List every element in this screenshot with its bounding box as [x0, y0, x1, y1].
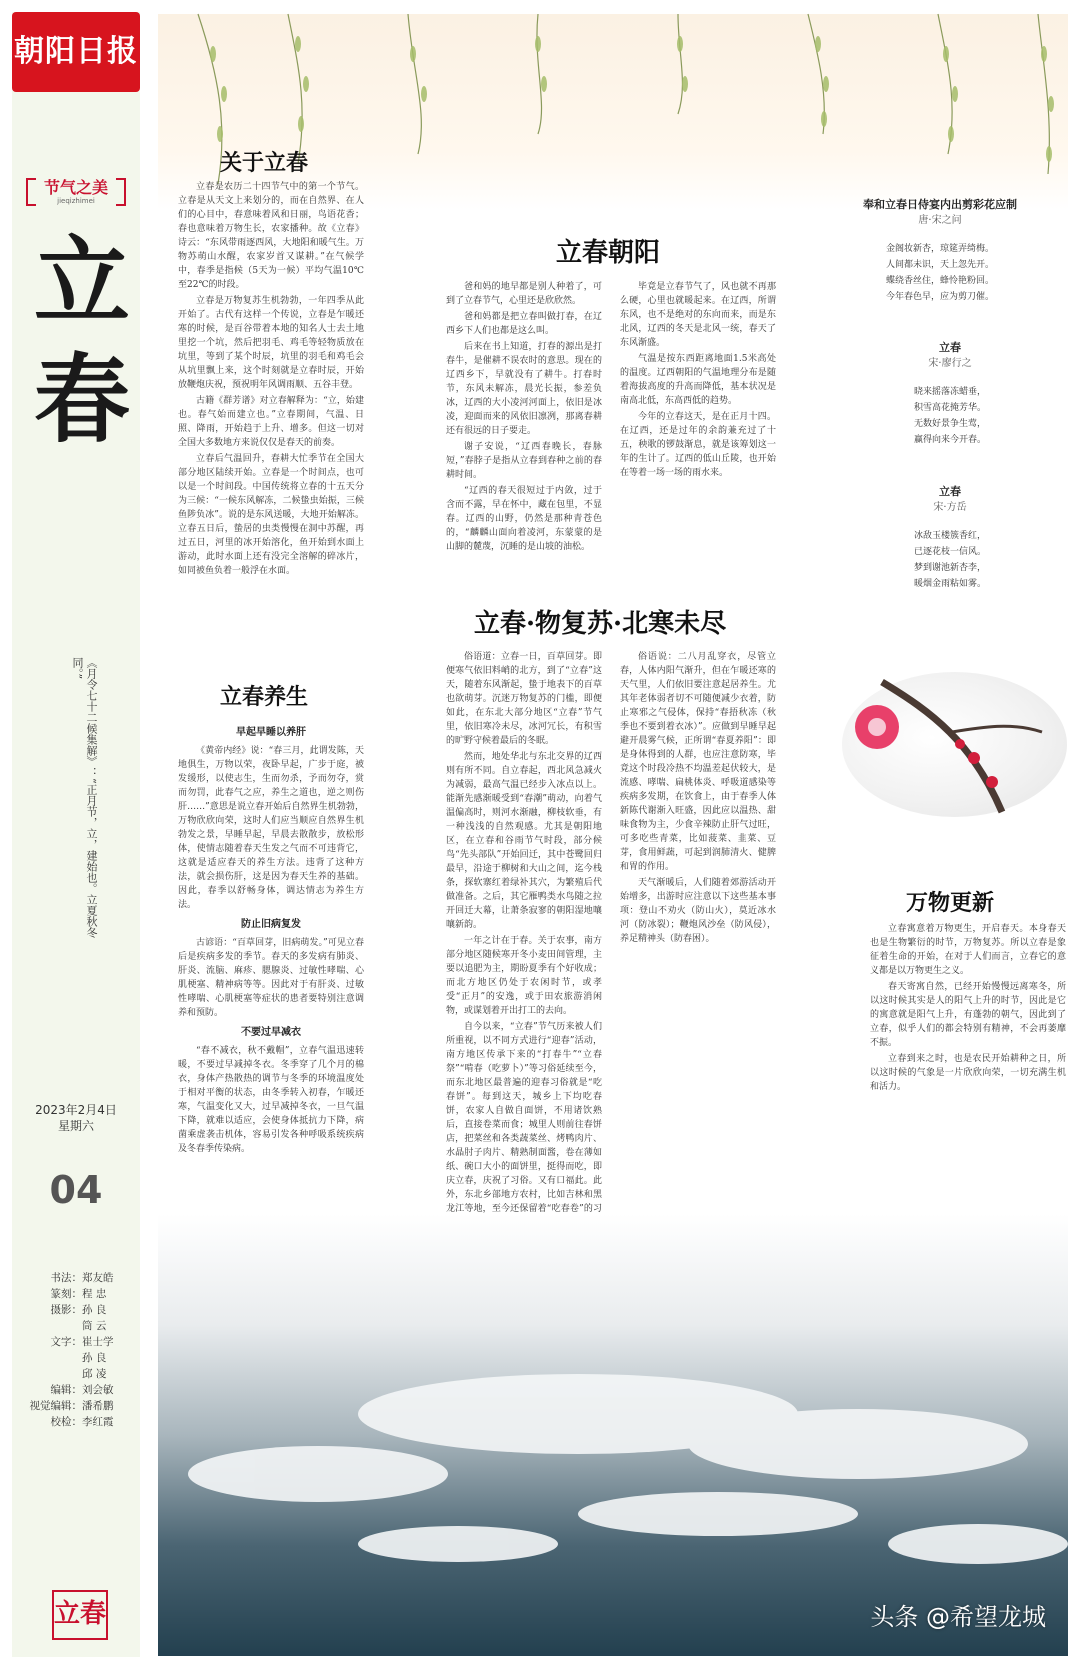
credit-person: 李红霞	[82, 1416, 114, 1428]
poem-line: 晓来摇落冻蜡垂，	[913, 387, 986, 397]
credit-person: 孙 良	[82, 1352, 107, 1364]
poem-line: 积雪高花掩芳华。	[913, 403, 986, 413]
sunrise-column-1	[446, 280, 602, 550]
paragraph: “春不减衣，秋不戴帽”，立春气温迅速转暖，不要过早减掉冬衣。冬季穿了几个月的棉衣，身体产热散热的调节与冬季的环境温度处于相对平衡的状态，由冬季转入初春，乍暖还寒，气温变化又大，过早减掉冬衣，一旦气温下降，就难以适应，会使身体抵抗力下降，病菌乘虚袭击机体，容易引发各种呼吸系统疾病及冬春季传染病。	[178, 1046, 364, 1154]
red-seal-stamp: 立春	[52, 1590, 108, 1640]
paragraph: 立春后气温回升，春耕大忙季节在全国大部分地区陆续开始。立春是一个时间点，也可以是一个时间段。中国传统将立春的十五天分为三候：“一候东风解冻，二候蛰虫始振，三候鱼陟负冰”。说的是东风送暖，大地开始解冻。立春五日后，蛰居的虫类慢慢在洞中苏醒，再过五日，河里的冰开始溶化，鱼开始到水面上游动，此时水面上还有没完全溶解的碎冰片，如同被鱼负着一般浮在水面。	[178, 454, 364, 576]
credit-role	[20, 1350, 82, 1366]
credit-role: 文字：	[50, 1336, 82, 1348]
poem-line: 金阁妆新杏，琼筵弄绮梅。	[885, 244, 994, 254]
paragraph: 后来在书上知道，打春的源出是打春牛，是催耕不误农时的意思。现在的辽西乡下，早就没有了耕牛。打春时节，东风未解冻，晨光长振，参差负冰，辽西的大小凌河河面上，依旧是冰凌，迎面而来的风依旧凛冽，那离春耕还有很远的日子要走。	[446, 342, 602, 436]
poem-line: 蝶绕香丝住，蜂怜艳粉回。	[885, 276, 994, 286]
credit-person: 刘会敏	[82, 1384, 114, 1396]
poem-author: 唐·宋之问	[918, 215, 962, 226]
credit-row	[20, 1334, 130, 1350]
revival-column-2	[620, 650, 776, 1120]
credit-row	[20, 1318, 130, 1334]
poem-title: 奉和立春日侍宴内出剪彩花应制	[863, 198, 1017, 211]
credit-row	[20, 1382, 130, 1398]
sunrise-column-2	[620, 280, 776, 550]
weekday-text: 星期六	[57, 1119, 94, 1133]
credit-role: 视觉编辑：	[29, 1400, 82, 1412]
paragraph: 毕竟是立春节气了，风也就不再那么硬，心里也就暖起来。在辽西，所谓东风，也不是绝对的东向而来，而是东北风，辽西的冬天是北风一统，春天了东风渐盛。	[620, 282, 776, 348]
date-text: 2023年2月4日	[35, 1103, 117, 1117]
calligraphy-char-2: 春	[34, 343, 130, 456]
credit-role: 编辑：	[50, 1384, 82, 1396]
frozen-river-photo	[158, 1214, 1068, 1656]
credit-person: 崔士学	[82, 1336, 114, 1348]
poem-line: 已逐花枝一信风。	[913, 547, 986, 557]
poem-line: 今年春色早，应为剪刀催。	[885, 292, 994, 302]
poem-title: 立春	[939, 485, 961, 498]
staff-credits	[20, 1270, 130, 1430]
calligraphy-char-1: 立	[34, 225, 130, 338]
poem-line: 人间都未识，天上忽先开。	[885, 260, 994, 270]
credit-row	[20, 1414, 130, 1430]
credit-role	[20, 1318, 82, 1334]
about-title: 关于立春	[220, 150, 309, 176]
paragraph: 一年之计在于春。关于农事，南方部分地区随候寒开冬小麦田间管理，主要以追肥为主，期盼夏季有个好收成；而北方地区仍处于农闲时节，或孝受“正月”的安逸，或于田农旅游消闲物，或谋划着开出打工的去向。	[446, 936, 602, 1016]
bracket-left	[26, 178, 36, 206]
paragraph: 然而，地处华北与东北交界的辽西则有所不同。自立春起，西北风急减火为减弱，最高气温已经步入冰点以上。能渐先感渐暖受到“春潮”萌动，向着气温偏高时，则河水渐融，柳枝软垂，有一种浅浅的自然观感。尤其是朝阳地区，在立春和谷雨节气时段，部分候鸟“先头部队”开始回迁，其中苍鹭回归最早，沿途于柳树和大山之间，迄今栈条，探软寨红着绿补其穴，为繁殖后代做准备。之后，其它雁鸭类水鸟随之拉开回迁大幕，让萧条寂寥的朝阳湿地嚷嚷新韵。	[446, 752, 602, 930]
credit-person: 程 忠	[82, 1288, 107, 1300]
credit-person: 郑友皓	[82, 1272, 114, 1284]
poem-author: 宋·方岳	[933, 502, 967, 513]
paragraph: 俗语说：二八月乱穿衣，尽管立春，人体内阳气渐升，但在乍暖还寒的天气里，人们依旧要注意起居养生。尤其年老体弱者切不可随便减少衣着，防止寒邪之气侵体，保持“春捂秋冻（秋季也不要到着衣冰）”。应做到早睡早起避开晨雾气候，正所谓“春夏养阳”：即是身体得到的人群，也应注意防寒，毕竟这个时段冷热不均温差起伏较大，是流感、哮喘、扁桃体炎、呼吸道感染等疾病多发期，在饮食上，由于春季人体新陈代谢渐入旺盛，因此应以温热、甜味食物为主，少食辛辣防止肝气过旺，可多吃些青菜，比如菠菜、韭菜、豆芽，食用鲜蔬，可起到润肺清火、健脾和胃的作用。	[620, 652, 776, 872]
section-tag	[26, 178, 126, 208]
credit-row	[20, 1366, 130, 1382]
poem-3	[860, 484, 1040, 592]
credit-row	[20, 1286, 130, 1302]
revival-title: 立春·物复苏·北寒未尽	[474, 609, 727, 639]
credit-row	[20, 1398, 130, 1414]
credit-person: 孙 良	[82, 1304, 107, 1316]
paragraph: 今年的立春这天，是在正月十四。在辽西，还是过年的余韵兼充过了十五，秧歌的锣鼓渐息，就是该筹划这一年的生计了。辽西的低山丘陵，也开始在等着一场一场的雨水来。	[620, 412, 776, 478]
poem-line: 梦到谢池新杏李，	[913, 563, 986, 573]
side-quote: 《月令七十二候集解》：“正月节，立，建始也。立夏秋冬同。”	[71, 657, 98, 938]
credit-person: 潘希鹏	[82, 1400, 114, 1412]
paragraph: “辽西的春天很短过于内敛，过于含而不露，早在怀中，藏在包里，不显春。辽西的山野，仍然是那种青苍色的，“麟麟山面向着凌河，东蒙蒙的是山脚的麓蔑，沉睡的是山坡的油松。	[446, 486, 602, 552]
credit-role: 篆刻：	[50, 1288, 82, 1300]
poem-line: 暖烟金雨粘如雾。	[913, 579, 986, 589]
paragraph: 谢子安说，“辽西春晚长，春脉短，”春脖子是指从立春到春种之前的春耕时间。	[446, 442, 602, 480]
health-body	[178, 720, 364, 1154]
paragraph: 俗语道：立春一日，百草回芽。即便寒气依旧料峭的北方，到了“立春”这天，随着东风渐起，蛰于地表下的百草也欲萌芽。沉迷万物复苏的门槛，即便如此，在东北大部分地区“立春”节气里，依旧寒冷未尽，冰河冗长，有积雪的旷野守候着最后的冬眠。	[446, 652, 602, 746]
subheading: 不要过早减衣	[241, 1027, 301, 1038]
poem-author: 宋·廖行之	[928, 358, 972, 369]
credit-row	[20, 1350, 130, 1366]
plum-branch-illustration	[842, 672, 1067, 817]
paragraph: 《黄帝内经》说：“春三月，此谓发陈，天地俱生，万物以荣，夜卧早起，广步于庭，被发缓形，以使志生，生而勿杀，予而勿夺，赏而勿罚，此春气之应，养生之道也，逆之则伤肝……”意思是说立春开始后自然界生机勃勃，万物欣欣向荣，这时人们应当顺应自然界生机勃发之景，早睡早起，早晨去散散步，放松形体，使情志随着春天生发之气而不可违背它，这就是适应春天的养生方法。违背了这种方法，就会损伤肝，这是因为春天生养的基础。因此，春季以舒畅身体，调达情志为养生方法。	[178, 746, 364, 910]
credit-person: 筒 云	[82, 1320, 107, 1332]
paragraph: 立春到来之时，也是农民开始耕种之日，所以这时候的气象是一片欣欣向荣，一切充满生机和活力。	[870, 1054, 1066, 1092]
paragraph: 立春是万物复苏生机勃勃，一年四季从此开始了。古代有这样一个传说，立春是乍暖还寒的时候，是百谷带着本地的知名人士去土地里挖一个坑，然后把羽毛、鸡毛等轻物质放在坑里，等到了某个时辰，坑里的羽毛和鸡毛会从坑里飘上来，这个时刻就是立春时辰，开始放鞭炮庆祝，预祝明年风调雨顺、五谷丰登。	[178, 296, 364, 390]
about-body	[178, 180, 364, 620]
credit-row	[20, 1302, 130, 1318]
bracket-right	[116, 178, 126, 206]
revival-column-1	[446, 650, 602, 1214]
health-title: 立春养生	[220, 684, 309, 710]
paragraph: 春天寄寓自然，已经开始慢慢远离寒冬，所以这时候其实是人的阳气上升的时节，因此是它的寓意就是阳气上升，有蓬勃的朝气，因此到了立春，似乎人们的都会特别有精神，不会再萎靡不振。	[870, 982, 1066, 1048]
credit-role: 校检：	[50, 1416, 82, 1428]
subheading: 防止旧病复发	[241, 919, 301, 930]
ice-patches-illustration	[158, 1214, 1068, 1656]
issue-date	[12, 1102, 140, 1134]
credit-role: 摄影：	[50, 1304, 82, 1316]
paragraph: 古籍《群芳谱》对立春解释为：“立，始建也。春气始而建立也。”立春期间，气温、日照、降雨，开始趋于上升、增多。但这一切对全国大多数地方来说仅仅是春天的前奏。	[178, 396, 364, 448]
credit-role	[20, 1366, 82, 1382]
watermark: 头条 @希望龙城	[870, 1603, 1046, 1631]
poem-2	[860, 340, 1040, 448]
paragraph: 立春寓意着万物更生，开启春天。本身春天也是生物繁衍的时节，万物复苏。所以立春是象征着生命的开始，在对于人们而言，立春它的意义都是以万物更生之义。	[870, 924, 1066, 976]
paragraph: 气温是按东西距离地面1.5米高处的温度。辽西朝阳的气温地理分布是随着海拔高度的升高而降低，基本状况是南高北低，东高西低的趋势。	[620, 354, 776, 406]
left-sidebar	[12, 12, 140, 1657]
renewal-body	[870, 922, 1066, 1122]
paragraph: 自今以来，“立春”节气历来被人们所重视，以不同方式进行“迎春”活动，南方地区传承下来的“打春牛”“立春祭”“啃春（吃萝卜）”等习俗延续至今，而东北地区最普遍的迎春习俗就是“吃春饼”。每到这天，城乡上下均吃春饼，农家人自做自面饼，不用诸饮熟后，直接卷菜而食；城里人则前往春饼店，把菜丝和各类蔬菜丝、烤鸭肉片、水晶肘子肉片、精熟制面酱，卷在薄如纸、碗口大小的面饼里，挺得而吃，即庆立春，庆祝了习俗。又有口福此。此外，东北乡部地方农村，比如吉林和黑龙江等地，至今还保留着“吃春卷”的习	[446, 1022, 602, 1214]
paragraph: 爸和妈都是把立春叫做打春，在辽西乡下人们也都是这么叫。	[446, 312, 602, 336]
poem-line: 冰敌玉楼簇香红，	[913, 531, 986, 541]
credit-role: 书法：	[50, 1272, 82, 1284]
poem-title: 立春	[939, 341, 961, 354]
credit-person: 邱 凌	[82, 1368, 107, 1380]
subheading: 早起早睡以养肝	[236, 727, 306, 738]
poem-line: 无数好景争生莺，	[913, 419, 986, 429]
poem-line: 赢得向来今开春。	[913, 435, 986, 445]
section-pinyin: jieqizhimei	[57, 197, 95, 205]
page-number: 04	[49, 1168, 103, 1212]
paragraph: 爸和妈的地早都是别人种着了，可到了立春节气，心里还是欣欣然。	[446, 282, 602, 306]
renewal-title: 万物更新	[906, 890, 995, 916]
sunrise-title: 立春朝阳	[556, 238, 661, 268]
paragraph: 古谚语：“百草回芽，旧病萌发。”可见立春后是疾病多发的季节。春天的多发病有肺炎、肝炎、流脑、麻疹、腮腺炎、过敏性哮喘、心肌梗塞、精神病等等。因此对于有肝炎、过敏性哮喘、心肌梗塞等症状的患者要特别注意调养和预防。	[178, 938, 364, 1018]
paragraph: 天气渐暖后，人们随着郊游活动开始增多，出游时应注意以下这些基本事项：登山不劝火（防山火），莫近冰水河（防冰裂）；鞭炮风沙垒（防风侵），养足精神头（防春困）。	[620, 878, 776, 944]
poem-1	[820, 197, 1060, 305]
newspaper-masthead: 朝阳日报	[12, 12, 140, 92]
plum-blossom-photo	[842, 672, 1067, 817]
paragraph: 立春是农历二十四节气中的第一个节气。立春是从天文上来划分的，而在自然界、在人们的心目中，春意味着风和日丽，鸟语花香；春也意味着万物生长，农家播种。故《立春》诗云：“东风带雨逐西风，大地阳和暖气生。万物苏萌山水醒，农家岁首又谋耕。”在气候学中，春季是指候（5天为一候）平均气温10℃至22℃的时段。	[178, 182, 364, 290]
section-name: 节气之美	[43, 178, 108, 197]
credit-row	[20, 1270, 130, 1286]
